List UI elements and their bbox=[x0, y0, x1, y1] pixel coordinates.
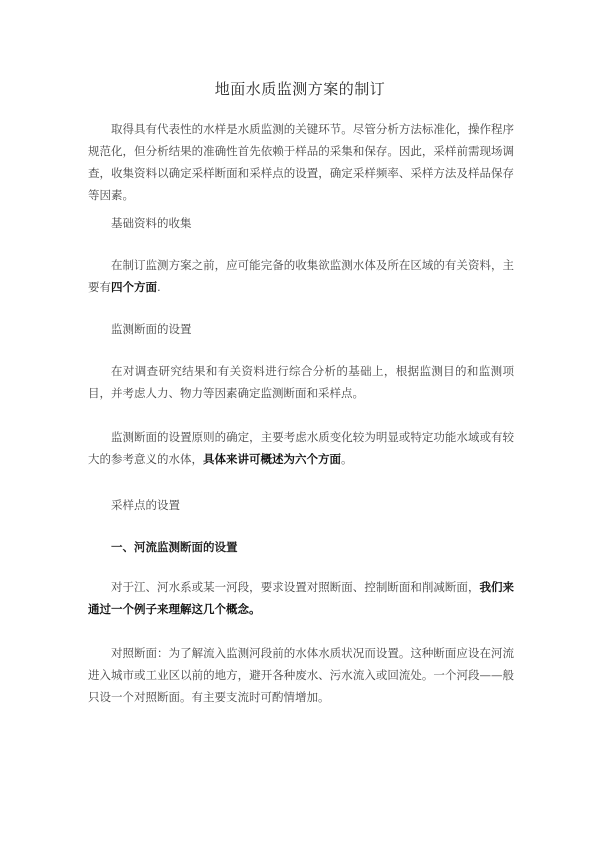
basic-data-emphasis: 四个方面 bbox=[111, 280, 157, 294]
section-principles-text: 监测断面的设置原则的确定，主要考虑水质变化较为明显或特定功能水域或有较大的参考意义的水体， bbox=[88, 430, 514, 466]
monitoring-sections-paragraph: 在对调查研究结果和有关资料进行综合分析的基础上，根据监测目的和监测项目，并考虑人力、物力等因素确定监测断面和采样点。 bbox=[88, 364, 514, 400]
document-title: 地面水质监测方案的制订 bbox=[214, 80, 386, 98]
basic-data-text: 在制订监测方案之前，应可能完备的收集欲监测水体及所在区域的有关资料，主要有 bbox=[88, 258, 514, 294]
subsection-heading-river: 一、河流监测断面的设置 bbox=[111, 540, 238, 554]
basic-data-end: . bbox=[157, 280, 161, 294]
section-principles-end: 。 bbox=[341, 452, 353, 466]
intro-paragraph: 取得具有代表性的水样是水质监测的关键环节。尽管分析方法标准化，操作程序规范化，但分析结果的准确性首先依赖于样品的采集和保存。因此，采样前需现场调查，收集资料以确定采样断面和采样点的设置，确定采样频率、采样方法及样品保存等因素。 bbox=[88, 122, 514, 202]
section-principles-paragraph bbox=[88, 426, 514, 470]
river-sections-text: 对于江、河水系或某一河段，要求设置对照断面、控制断面和削减断面， bbox=[111, 580, 480, 594]
section-heading-sampling-points: 采样点的设置 bbox=[111, 498, 180, 512]
river-sections-paragraph bbox=[88, 576, 514, 620]
section-principles-emphasis: 具体来讲可概述为六个方面 bbox=[203, 452, 341, 466]
section-heading-basic-data: 基础资料的收集 bbox=[111, 216, 192, 230]
section-heading-monitoring-sections: 监测断面的设置 bbox=[111, 322, 192, 336]
basic-data-paragraph bbox=[88, 254, 514, 298]
river-sections-emphasis: 我们来通过一个例子来理解这几个概念。 bbox=[88, 580, 514, 616]
control-section-paragraph: 对照断面：为了解流入监测河段前的水体水质状况而设置。这种断面应设在河流进入城市或工业区以前的地方，避开各种废水、污水流入或回流处。一个河段——般只设一个对照断面。有主要支流时可酌情增加。 bbox=[88, 646, 514, 704]
